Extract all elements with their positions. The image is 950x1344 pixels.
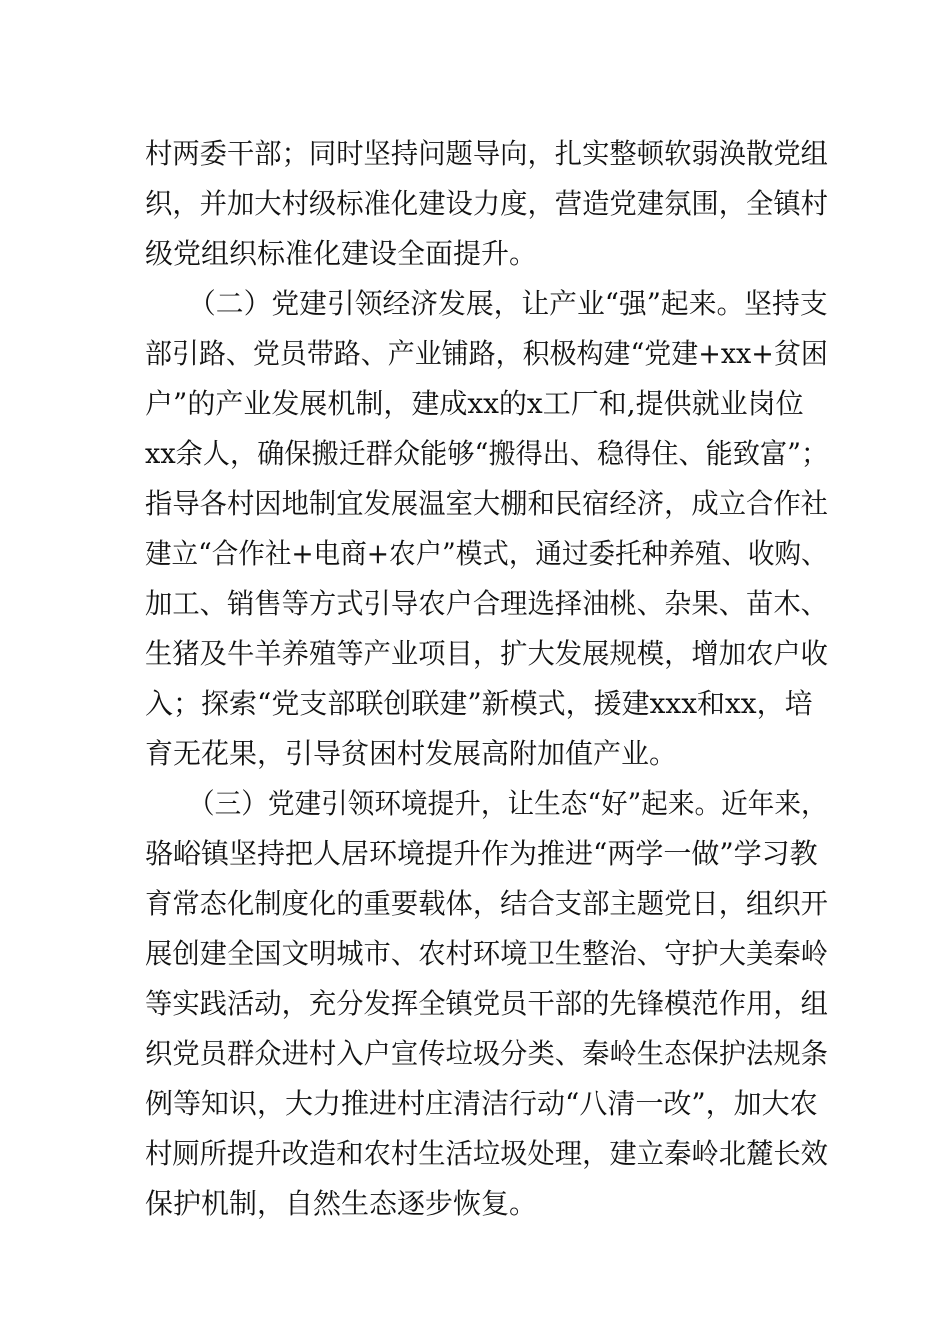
- text-line: 育常态化制度化的重要载体，结合支部主题党日，组织开: [145, 887, 829, 920]
- text-line: 部引路、党员带路、产业铺路，积极构建“党建+xx+贫困: [145, 337, 828, 370]
- text-line: 指导各村因地制宜发展温室大棚和民宿经济，成立合作社: [145, 487, 829, 520]
- text-line: xx余人，确保搬迁群众能够“搬得出、稳得住、能致富”；: [145, 437, 829, 470]
- text-line: 户”的产业发展机制，建成xx的x工厂和,提供就业岗位: [145, 387, 804, 420]
- text-line: 生猪及牛羊养殖等产业项目，扩大发展规模，增加农户收: [145, 637, 829, 670]
- text-line: 级党组织标准化建设全面提升。: [145, 237, 538, 270]
- text-line: 保护机制，自然生态逐步恢复。: [145, 1187, 538, 1220]
- text-line: 织，并加大村级标准化建设力度，营造党建氛围，全镇村: [145, 187, 829, 220]
- text-line: 建立“合作社+电商+农户”模式，通过委托种养殖、收购、: [145, 537, 828, 570]
- text-line: 展创建全国文明城市、农村环境卫生整治、守护大美秦岭: [145, 937, 829, 970]
- text-line: 例等知识，大力推进村庄清洁行动“八清一改”，加大农: [145, 1087, 818, 1120]
- text-line: （三）党建引领环境提升，让生态“好”起来。近年来，: [188, 787, 828, 820]
- text-line: 育无花果，引导贫困村发展高附加值产业。: [145, 737, 678, 770]
- text-line: 村两委干部；同时坚持问题导向，扎实整顿软弱涣散党组: [145, 137, 829, 170]
- text-line: 加工、销售等方式引导农户合理选择油桃、杂果、苗木、: [145, 587, 829, 620]
- text-line: （二）党建引领经济发展，让产业“强”起来。坚持支: [188, 287, 828, 320]
- text-line: 等实践活动，充分发挥全镇党员干部的先锋模范作用，组: [145, 987, 829, 1020]
- text-line: 织党员群众进村入户宣传垃圾分类、秦岭生态保护法规条: [145, 1037, 829, 1070]
- text-line: 入；探索“党支部联创联建”新模式，援建xxx和xx，培: [145, 687, 813, 720]
- text-line: 骆峪镇坚持把人居环境提升作为推进“两学一做”学习教: [145, 837, 818, 870]
- text-line: 村厕所提升改造和农村生活垃圾处理，建立秦岭北麓长效: [145, 1137, 829, 1170]
